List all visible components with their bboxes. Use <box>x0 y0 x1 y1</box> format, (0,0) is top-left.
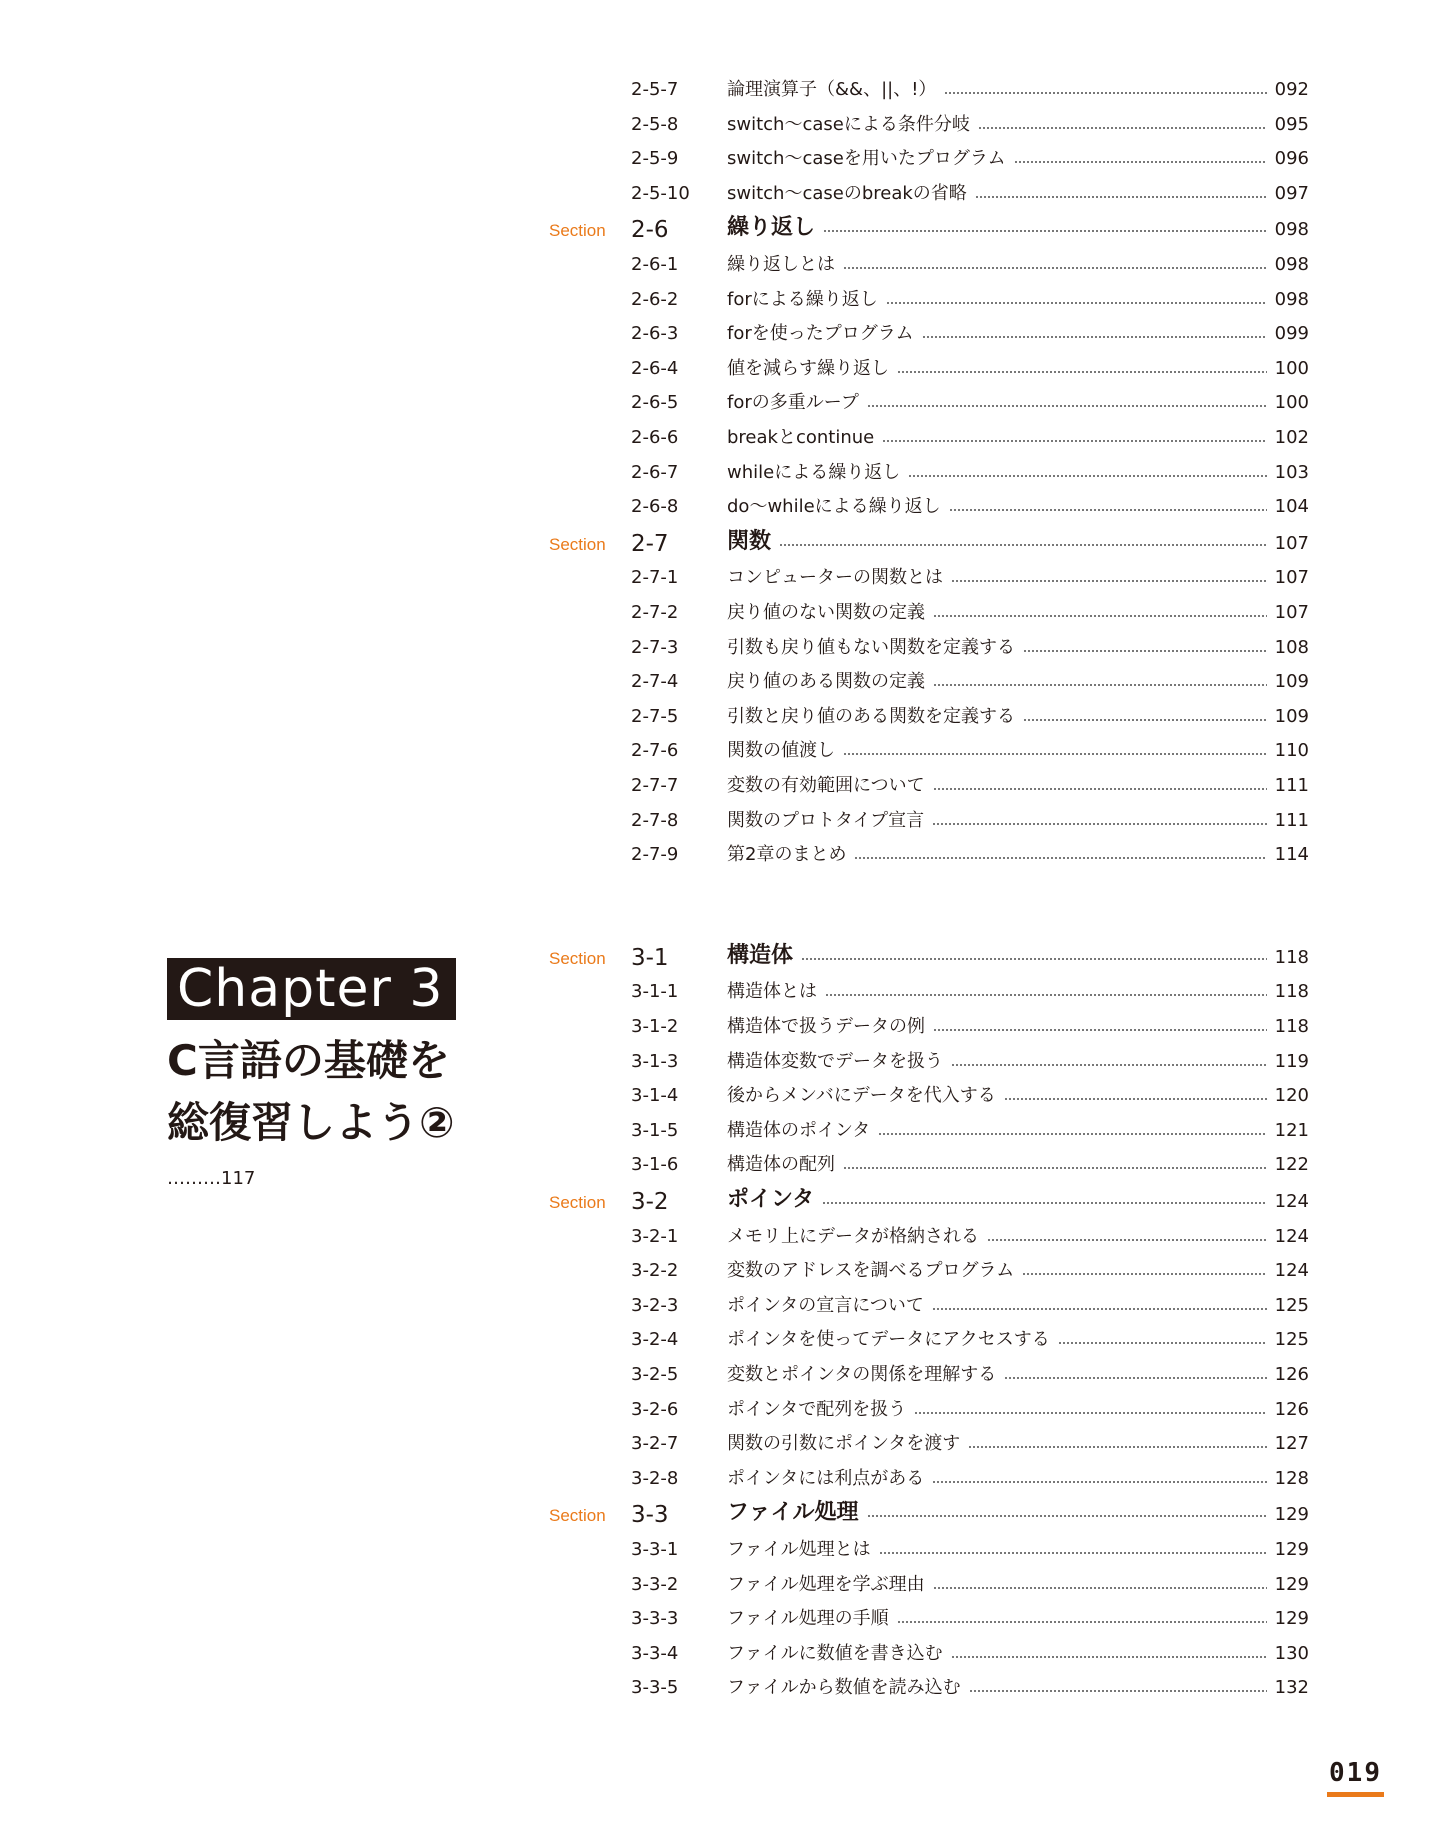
toc-entry-page: 124 <box>1274 1260 1309 1282</box>
dot-leader <box>879 1552 1267 1554</box>
toc-entry-title: 関数の値渡し <box>727 740 835 762</box>
toc-entry-number: 3-2-7 <box>631 1433 679 1455</box>
toc-entry-leader <box>727 1120 1309 1142</box>
toc-entry-page: 096 <box>1274 148 1309 170</box>
toc-entry-leader <box>727 1085 1309 1107</box>
toc-entry-page: 126 <box>1274 1364 1309 1385</box>
toc-entry-row <box>549 840 1309 872</box>
toc-entry-row <box>549 1604 1309 1636</box>
toc-entry-title: switch～caseによる条件分岐 <box>727 113 970 135</box>
toc-entry-title: whileによる繰り返し <box>727 461 901 483</box>
toc-entry-leader <box>727 1051 1309 1073</box>
toc-entry-row <box>549 563 1309 595</box>
toc-entry-title: forによる繰り返し <box>727 288 878 310</box>
toc-entry-title: コンピューターの関数とは <box>727 567 943 589</box>
toc-entry-title: ポインタで配列を扱う <box>727 1398 907 1420</box>
toc-entry-leader <box>727 1433 1309 1455</box>
toc-entry-leader <box>727 1016 1309 1038</box>
dot-leader <box>1014 161 1267 163</box>
dot-leader <box>933 1587 1267 1589</box>
dot-leader <box>987 1239 1267 1241</box>
toc-entry-title: 構造体とは <box>727 981 817 1003</box>
toc-entry-title: 関数の引数にポインタを渡す <box>727 1433 961 1455</box>
toc-entry-title: 関数のプロトタイプ宣言 <box>727 809 925 831</box>
toc-entry-leader <box>727 1500 1309 1526</box>
toc-entry-page: 095 <box>1274 113 1309 135</box>
dot-leader <box>1023 650 1267 652</box>
dot-leader <box>944 92 1266 94</box>
toc-entry-title: 論理演算子（&&、||、!） <box>727 79 937 100</box>
toc-entry-number: 2-5-8 <box>631 113 679 135</box>
dot-leader <box>878 1133 1266 1135</box>
toc-entry-number: 3-2 <box>631 1189 669 1215</box>
toc-entry-number: 3-2-4 <box>631 1329 679 1351</box>
dot-leader <box>932 1481 1266 1483</box>
toc-section-row <box>549 215 1309 247</box>
toc-entry-row <box>549 1360 1309 1392</box>
dot-leader <box>801 958 1267 960</box>
dot-leader <box>825 994 1267 996</box>
toc-entry-leader <box>727 358 1309 380</box>
toc-entry-page: 118 <box>1274 946 1309 968</box>
chapter-title-line-1: C言語の基礎を <box>167 1036 450 1085</box>
toc-entry-page: 098 <box>1274 254 1309 275</box>
toc-entry-leader <box>727 1677 1309 1699</box>
toc-entry-leader <box>727 254 1309 276</box>
toc-entry-number: 2-5-7 <box>631 79 679 100</box>
toc-entry-number: 2-6-2 <box>631 288 679 310</box>
toc-entry-row <box>549 1325 1309 1357</box>
toc-entry-page: 130 <box>1274 1642 1309 1664</box>
toc-entry-page: 099 <box>1274 323 1309 345</box>
dot-leader <box>867 1515 1267 1517</box>
toc-entry-title: ファイル処理を学ぶ理由 <box>727 1573 925 1595</box>
toc-entry-title: 第2章のまとめ <box>727 844 847 866</box>
toc-entry-number: 2-6-7 <box>631 461 679 483</box>
toc-entry-row <box>549 110 1309 142</box>
toc-entry-row <box>549 1256 1309 1288</box>
toc-entry-leader <box>727 79 1309 101</box>
dot-leader <box>843 753 1267 755</box>
chapter-label: Chapter 3 <box>167 958 456 1020</box>
toc-entry-number: 2-6-8 <box>631 496 679 518</box>
toc-section-row <box>549 1500 1309 1532</box>
toc-entry-row <box>549 806 1309 838</box>
toc-section-row <box>549 529 1309 561</box>
dot-leader <box>882 440 1266 442</box>
toc-entry-title: 繰り返し <box>727 215 816 241</box>
toc-entry-number: 3-1-6 <box>631 1154 679 1176</box>
dot-leader <box>978 127 1267 129</box>
toc-entry-number: 3-2-8 <box>631 1467 679 1489</box>
toc-entry-page: 127 <box>1274 1433 1309 1455</box>
dot-leader <box>951 1064 1267 1066</box>
toc-entry-page: 098 <box>1274 219 1309 241</box>
toc-entry-row <box>549 736 1309 768</box>
toc-entry-leader <box>727 392 1309 414</box>
toc-entry-leader <box>727 529 1309 555</box>
toc-entry-number: 2-6-1 <box>631 254 679 275</box>
dot-leader <box>933 1029 1267 1031</box>
toc-entry-page: 120 <box>1274 1085 1309 1107</box>
section-label: Section <box>549 221 606 241</box>
toc-entry-title: ファイル処理とは <box>727 1539 871 1560</box>
toc-entry-title: ファイル処理の手順 <box>727 1608 889 1630</box>
toc-entry-number: 3-1-3 <box>631 1050 679 1072</box>
toc-entry-page: 104 <box>1274 496 1309 518</box>
toc-entry-number: 2-6-4 <box>631 357 679 379</box>
toc-entry-leader <box>727 1574 1309 1596</box>
toc-entry-row <box>549 458 1309 490</box>
toc-entry-page: 111 <box>1274 775 1309 796</box>
toc-entry-page: 122 <box>1274 1154 1309 1176</box>
toc-entry-page: 107 <box>1274 532 1309 554</box>
toc-entry-title: ファイルに数値を書き込む <box>727 1642 943 1664</box>
toc-entry-row <box>549 75 1309 107</box>
toc-entry-leader <box>727 289 1309 311</box>
toc-entry-page: 129 <box>1274 1573 1309 1595</box>
toc-entry-row <box>549 667 1309 699</box>
toc-entry-page: 097 <box>1274 182 1309 204</box>
dot-leader <box>822 1202 1267 1204</box>
toc-entry-row <box>549 1395 1309 1427</box>
toc-entry-number: 3-2-1 <box>631 1225 679 1247</box>
toc-entry-title: 戻り値のない関数の定義 <box>727 602 925 623</box>
dot-leader <box>933 684 1267 686</box>
chapter-title-line-2: 総復習しよう② <box>167 1098 455 1147</box>
toc-entry-title: 変数のアドレスを調べるプログラム <box>727 1260 1015 1282</box>
toc-entry-number: 3-2-5 <box>631 1364 679 1385</box>
dot-leader <box>867 405 1267 407</box>
toc-entry-number: 3-3-4 <box>631 1642 679 1664</box>
toc-entry-leader <box>727 462 1309 484</box>
dot-leader <box>914 1412 1266 1414</box>
toc-entry-row <box>549 1291 1309 1323</box>
toc-entry-leader <box>727 427 1309 449</box>
toc-entry-leader <box>727 1329 1309 1351</box>
toc-entry-row <box>549 702 1309 734</box>
toc-entry-leader <box>727 602 1309 624</box>
toc-entry-number: 2-7-1 <box>631 567 679 589</box>
toc-entry-leader <box>727 1226 1309 1248</box>
page-number-underline <box>1327 1792 1384 1797</box>
toc-entry-number: 3-3-2 <box>631 1573 679 1595</box>
toc-entry-leader <box>727 1295 1309 1317</box>
dot-leader <box>843 1167 1267 1169</box>
dot-leader <box>1023 719 1267 721</box>
toc-entry-number: 3-3-5 <box>631 1677 679 1699</box>
toc-entry-row <box>549 1673 1309 1705</box>
toc-entry-number: 3-1-1 <box>631 981 679 1003</box>
toc-entry-leader <box>727 1187 1309 1213</box>
toc-entry-title: 繰り返しとは <box>727 254 835 275</box>
toc-entry-leader <box>727 567 1309 589</box>
toc-entry-number: 3-2-6 <box>631 1398 679 1420</box>
toc-entry-title: do～whileによる繰り返し <box>727 496 941 518</box>
toc-entry-title: メモリ上にデータが格納される <box>727 1225 979 1247</box>
toc-entry-page: 129 <box>1274 1504 1309 1526</box>
dot-leader <box>975 196 1267 198</box>
dot-leader <box>1022 1273 1266 1275</box>
toc-entry-leader <box>727 775 1309 797</box>
toc-entry-leader <box>727 1608 1309 1630</box>
dot-leader <box>969 1690 1267 1692</box>
toc-entry-page: 125 <box>1274 1329 1309 1351</box>
dot-leader <box>932 1308 1267 1310</box>
toc-entry-row <box>549 179 1309 211</box>
toc-entry-title: 後からメンバにデータを代入する <box>727 1085 996 1107</box>
toc-entry-number: 2-7-4 <box>631 671 679 693</box>
toc-entry-leader <box>727 1643 1309 1665</box>
toc-entry-row <box>549 285 1309 317</box>
dot-leader <box>932 823 1267 825</box>
toc-entry-page: 109 <box>1274 705 1309 727</box>
dot-leader <box>933 615 1267 617</box>
toc-entry-number: 3-1-5 <box>631 1119 679 1141</box>
toc-entry-title: 構造体の配列 <box>727 1154 835 1176</box>
section-label: Section <box>549 1193 606 1212</box>
toc-entry-title: forの多重ループ <box>727 392 859 414</box>
toc-entry-row <box>549 492 1309 524</box>
dot-leader <box>823 230 1267 232</box>
toc-entry-row <box>549 771 1309 803</box>
toc-entry-title: 構造体のポインタ <box>727 1119 871 1141</box>
toc-entry-leader <box>727 637 1309 659</box>
toc-entry-leader <box>727 1154 1309 1176</box>
toc-entry-leader <box>727 1539 1309 1561</box>
toc-entry-number: 3-2-2 <box>631 1260 679 1282</box>
toc-entry-title: 関数 <box>727 528 772 554</box>
toc-entry-title: ポインタの宣言について <box>727 1294 924 1316</box>
toc-entry-page: 129 <box>1274 1608 1309 1630</box>
toc-entry-page: 126 <box>1274 1398 1309 1420</box>
dot-leader <box>886 302 1267 304</box>
toc-entry-leader <box>727 810 1309 832</box>
toc-entry-number: 3-3-3 <box>631 1608 679 1630</box>
toc-entry-title: 引数と戻り値のある関数を定義する <box>727 705 1015 727</box>
toc-entry-page: 100 <box>1274 357 1309 379</box>
toc-entry-number: 2-6-5 <box>631 392 679 414</box>
dot-leader <box>951 580 1267 582</box>
toc-entry-row <box>549 1222 1309 1254</box>
toc-entry-title: switch～caseを用いたプログラム <box>727 148 1006 170</box>
page-number-text: 019 <box>1329 1758 1382 1788</box>
toc-entry-number: 2-6-6 <box>631 427 679 448</box>
toc-entry-row <box>549 1116 1309 1148</box>
toc-entry-row <box>549 1570 1309 1602</box>
toc-entry-page: 114 <box>1274 844 1309 866</box>
toc-entry-row <box>549 1081 1309 1113</box>
toc-entry-title: 引数も戻り値もない関数を定義する <box>727 636 1015 658</box>
dot-leader <box>854 857 1266 859</box>
toc-entry-row <box>549 1535 1309 1567</box>
toc-entry-number: 2-7-3 <box>631 636 679 658</box>
toc-entry-number: 2-6 <box>631 217 669 244</box>
toc-entry-leader <box>727 183 1309 205</box>
dot-leader <box>897 1621 1267 1623</box>
toc-entry-row <box>549 1047 1309 1079</box>
toc-entry-page: 110 <box>1274 740 1309 762</box>
toc-entry-row <box>549 388 1309 420</box>
toc-entry-row <box>549 633 1309 665</box>
toc-entry-title: 変数とポインタの関係を理解する <box>727 1364 997 1385</box>
toc-entry-leader <box>727 1468 1309 1490</box>
toc-entry-row <box>549 319 1309 351</box>
toc-entry-number: 2-7 <box>631 530 669 557</box>
toc-entry-title: 構造体 <box>727 942 794 968</box>
toc-entry-number: 2-6-3 <box>631 323 679 345</box>
toc-entry-row <box>549 1012 1309 1044</box>
toc-entry-leader <box>727 740 1309 762</box>
section-label: Section <box>549 948 606 968</box>
dot-leader <box>922 336 1267 338</box>
toc-entry-page: 128 <box>1274 1467 1309 1489</box>
dot-leader <box>1058 1342 1267 1344</box>
toc-entry-page: 103 <box>1274 461 1309 483</box>
toc-entry-number: 3-1-2 <box>631 1016 679 1037</box>
toc-entry-title: ポインタには利点がある <box>727 1467 925 1489</box>
toc-section-row <box>549 943 1309 975</box>
toc-entry-leader <box>727 1260 1309 1282</box>
dot-leader <box>968 1446 1266 1448</box>
toc-entry-leader <box>727 943 1309 969</box>
dot-leader <box>779 544 1267 546</box>
toc-entry-row <box>549 144 1309 176</box>
toc-entry-page: 108 <box>1274 636 1309 658</box>
toc-entry-number: 2-5-9 <box>631 148 679 170</box>
toc-entry-row <box>549 1464 1309 1496</box>
toc-entry-number: 2-7-8 <box>631 809 679 831</box>
toc-entry-number: 2-7-9 <box>631 844 679 866</box>
toc-entry-title: ファイルから数値を読み込む <box>727 1677 961 1699</box>
toc-section-row <box>549 1187 1309 1219</box>
toc-entry-title: breakとcontinue <box>727 427 875 448</box>
section-label: Section <box>549 1506 606 1526</box>
dot-leader <box>1004 1377 1266 1379</box>
toc-entry-page: 124 <box>1274 1191 1309 1212</box>
chapter-start-page: ………117 <box>167 1168 256 1189</box>
toc-entry-leader <box>727 844 1309 866</box>
toc-entry-page: 118 <box>1274 1016 1309 1037</box>
toc-entry-number: 2-7-5 <box>631 705 679 727</box>
toc-entry-row <box>549 977 1309 1009</box>
toc-entry-number: 3-3-1 <box>631 1539 679 1560</box>
chapter-title <box>167 1030 527 1154</box>
dot-leader <box>908 475 1266 477</box>
chapter-heading <box>167 958 527 1190</box>
toc-entry-number: 2-7-6 <box>631 740 679 762</box>
dot-leader <box>1004 1098 1267 1100</box>
toc-entry-page: 132 <box>1274 1677 1309 1699</box>
page-number <box>1327 1758 1384 1797</box>
toc-entry-leader <box>727 1399 1309 1421</box>
dot-leader <box>897 371 1267 373</box>
toc-entry-title: 構造体変数でデータを扱う <box>727 1050 943 1072</box>
toc-entry-title: 変数の有効範囲について <box>727 775 925 796</box>
toc-entry-leader <box>727 215 1309 241</box>
toc-entry-title: 値を減らす繰り返し <box>727 357 889 379</box>
toc-entry-page: 129 <box>1274 1539 1309 1560</box>
toc-entry-number: 2-5-10 <box>631 182 690 204</box>
toc-entry-title: ポインタを使ってデータにアクセスする <box>727 1329 1050 1351</box>
toc-entry-page: 119 <box>1274 1050 1309 1072</box>
toc-entry-leader <box>727 323 1309 345</box>
toc-entry-page: 125 <box>1274 1294 1309 1316</box>
toc-entry-page: 118 <box>1274 981 1309 1003</box>
toc-entry-leader <box>727 1364 1309 1386</box>
toc-entry-title: ファイル処理 <box>727 1500 859 1526</box>
dot-leader <box>951 1656 1267 1658</box>
toc-entry-title: ポインタ <box>727 1187 815 1212</box>
toc-entry-page: 107 <box>1274 602 1309 623</box>
toc-entry-leader <box>727 671 1309 693</box>
toc-entry-title: switch～caseのbreakの省略 <box>727 182 967 204</box>
toc-entry-row <box>549 598 1309 630</box>
toc-entry-row <box>549 250 1309 282</box>
toc-entry-number: 3-1-4 <box>631 1085 679 1107</box>
toc-entry-row <box>549 423 1309 455</box>
toc-entry-leader <box>727 496 1309 518</box>
toc-entry-page: 124 <box>1274 1225 1309 1247</box>
toc-entry-page: 107 <box>1274 567 1309 589</box>
toc-entry-page: 100 <box>1274 392 1309 414</box>
toc-entry-page: 092 <box>1274 79 1309 100</box>
dot-leader <box>843 267 1267 269</box>
toc-entry-title: 戻り値のある関数の定義 <box>727 671 925 693</box>
toc-entry-title: forを使ったプログラム <box>727 323 914 345</box>
toc-entry-number: 2-7-7 <box>631 775 679 796</box>
toc-entry-leader <box>727 114 1309 136</box>
toc-entry-leader <box>727 148 1309 170</box>
toc-entry-page: 111 <box>1274 809 1309 831</box>
toc-entry-row <box>549 1639 1309 1671</box>
toc-entry-page: 098 <box>1274 288 1309 310</box>
toc-entry-page: 121 <box>1274 1119 1309 1141</box>
toc-entry-title: 構造体で扱うデータの例 <box>727 1016 925 1037</box>
toc-entry-row <box>549 1429 1309 1461</box>
toc-entry-number: 3-1 <box>631 944 669 971</box>
toc-entry-number: 3-2-3 <box>631 1294 679 1316</box>
toc-entry-row <box>549 1150 1309 1182</box>
toc-entry-number: 2-7-2 <box>631 602 679 623</box>
toc-entry-number: 3-3 <box>631 1502 669 1529</box>
toc-entry-leader <box>727 706 1309 728</box>
toc-entry-leader <box>727 981 1309 1003</box>
toc-entry-page: 102 <box>1274 427 1309 448</box>
section-label: Section <box>549 534 606 554</box>
dot-leader <box>949 509 1267 511</box>
toc-entry-row <box>549 354 1309 386</box>
dot-leader <box>933 788 1267 790</box>
toc-entry-page: 109 <box>1274 671 1309 693</box>
